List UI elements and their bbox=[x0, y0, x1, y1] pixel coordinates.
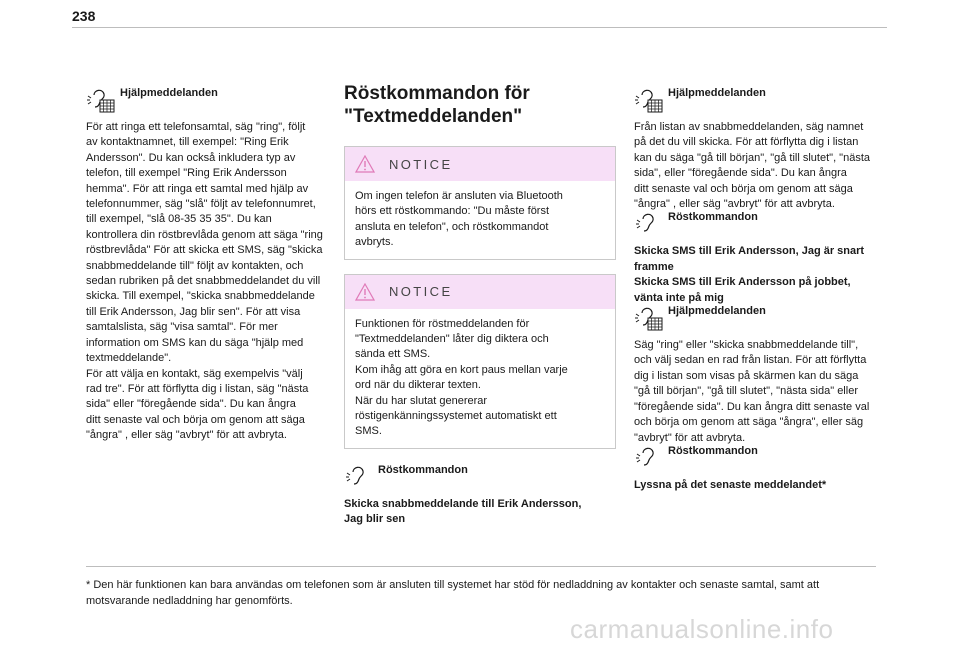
help-messages-heading bbox=[634, 86, 896, 112]
warning-triangle-icon bbox=[355, 155, 375, 173]
header-divider bbox=[72, 27, 887, 28]
notice-header bbox=[345, 147, 615, 181]
voice-commands-label: Röstkommandon bbox=[668, 444, 758, 457]
voice-commands-heading bbox=[634, 210, 896, 236]
notice-text: Funktionen för röstmeddelanden för "Textmeddelanden" låter dig diktera och sända ett SMS. Kom ihåg att göra en kort paus mellan varje ord när du dikterar texten. När du har slutat genererar röstigenkänningssystemet automatiskt ett SMS. bbox=[355, 317, 568, 438]
column-1 bbox=[86, 86, 354, 444]
voice-help-icon bbox=[86, 86, 116, 114]
page-number: 238 bbox=[72, 8, 96, 24]
help-messages-heading bbox=[634, 304, 896, 330]
help-messages-text: Från listan av snabbmeddelanden, säg namnet på det du vill skicka. För att förflytta dig i listan kan du säga "gå till början", "gå till slutet", "nästa sida", eller "föregående sida". Du kan ångra ditt senaste val och börja om genom att säga "ångra" , eller säg "avbryt" för att avbryta. bbox=[634, 121, 870, 211]
help-messages-heading bbox=[86, 86, 354, 112]
voice-commands-heading bbox=[344, 463, 616, 489]
voice-command-icon bbox=[634, 444, 664, 472]
voice-help-icon bbox=[634, 86, 664, 114]
column-3 bbox=[634, 86, 896, 493]
footnote-divider bbox=[86, 566, 876, 567]
help-messages-text: För att ringa ett telefonsamtal, säg "ring", följt av kontaktnamnet, till exempel: "Ring Erik Andersson". Du kan också inkludera typ av telefon, till exempel "Ring Erik Andersson hemma". För att ringa ett samtal med hjälp av telefonnummer, säg "slå" följt av telefonnumret, till exempel, "slå 08-35 35 35". Du kan kontrollera din röstbrevlåda genom att säga "ring röstbrevlåda" För att skicka ett SMS, säg "skicka snabbmeddelande till" följt av kontakten, och sedan rubriken på det snabbmeddelandet du vill skicka. Till exempel, "skicka snabbmeddelande till Erik Andersson, Jag blir sen". För att visa samtalslista, säg "visa samtal". För mer information om SMS kan du säga "hjälp med textmeddelande". För att välja en kontakt, säg exempelvis "välj rad tre". För att förflytta dig i listan, säg "nästa sida" eller "föregående sida". Du kan ångra ditt senaste val och börja om genom att säga "ångra" , eller säg "avbryt" för att avbryta. bbox=[86, 121, 323, 442]
footnote-text: * Den här funktionen kan bara användas om telefonen som är ansluten till systemet har stöd för nedladdning av kontakter och senaste samtal, samt att motsvarande nedladdning har genomförts. bbox=[86, 579, 820, 607]
notice-box-1 bbox=[344, 146, 616, 260]
voice-help-icon bbox=[634, 304, 664, 332]
notice-text: Om ingen telefon är ansluten via Bluetooth hörs ett röstkommando: "Du måste först ansluta en telefon", och röstkommandot avbryts. bbox=[355, 190, 563, 249]
warning-triangle-icon bbox=[355, 283, 375, 301]
voice-commands-heading bbox=[634, 444, 896, 470]
voice-command-text: Skicka snabbmeddelande till Erik Andersson, Jag blir sen bbox=[344, 497, 582, 526]
voice-commands-label: Röstkommandon bbox=[378, 463, 468, 476]
help-messages-text: Säg "ring" eller "skicka snabbmeddelande till", och välj sedan en rad från listan. För att förflytta dig i listan som visas på skärmen kan du säga "gå till början", "gå till slutet", "nästa sida" eller "föregående sida". Du kan ångra ditt senaste val och börja om genom att säga "ångra", eller säg "avbryt" för att avbryta. bbox=[634, 339, 870, 444]
voice-command-text: Skicka SMS till Erik Andersson, Jag är snart framme Skicka SMS till Erik Andersson på jobbet, vänta inte på mig bbox=[634, 245, 865, 304]
voice-commands-label: Röstkommandon bbox=[668, 211, 758, 224]
watermark: carmanualsonline.info bbox=[570, 614, 834, 644]
notice-label: NOTICE bbox=[389, 156, 453, 172]
notice-label: NOTICE bbox=[389, 284, 453, 300]
help-messages-label: Hjälpmeddelanden bbox=[120, 87, 218, 99]
voice-command-icon bbox=[344, 463, 374, 491]
column-2 bbox=[344, 83, 616, 528]
notice-header bbox=[345, 275, 615, 309]
footnote bbox=[86, 577, 886, 609]
help-messages-label: Hjälpmeddelanden bbox=[668, 87, 766, 99]
voice-command-text: Lyssna på det senaste meddelandet* bbox=[634, 478, 827, 491]
voice-command-icon bbox=[634, 210, 664, 238]
section-title: Röstkommandon för "Textmeddelanden" bbox=[344, 83, 530, 127]
help-messages-label: Hjälpmeddelanden bbox=[668, 305, 766, 318]
notice-box-2 bbox=[344, 274, 616, 449]
